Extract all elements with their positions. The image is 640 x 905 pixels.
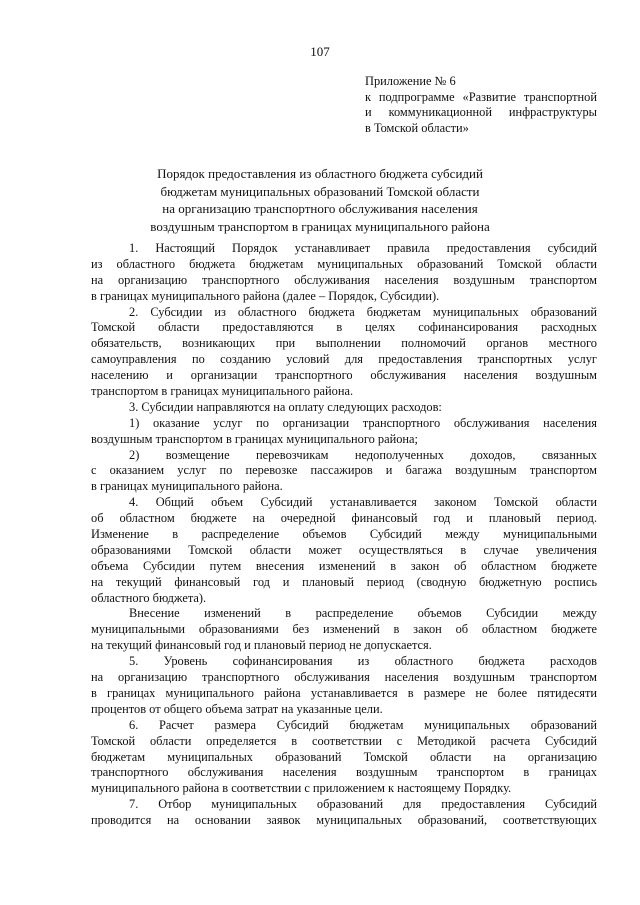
text-line: 2. Субсидии из областного бюджета бюджетам муниципальных образований	[129, 304, 597, 319]
title-line: воздушным транспортом в границах муниципального района	[150, 218, 490, 234]
title-line: бюджетам муниципальных образований Томской области	[160, 183, 480, 199]
title-line: на организацию транспортного обслуживания населения	[162, 201, 478, 216]
text-line: муниципальными образованиями без изменений в закон об областном бюджете	[91, 622, 597, 637]
text-line: 5. Уровень софинансирования из областного бюджета расходов	[129, 654, 597, 669]
title-line: Порядок предоставления из областного бюджета субсидий	[157, 166, 483, 181]
text-line: областного бюджета).	[91, 590, 207, 605]
text-line: на текущий финансовый год и плановый период (сводную бюджетную роспись	[91, 574, 597, 589]
text-line: транспортом в границах муниципального района.	[91, 384, 354, 399]
text-line: воздушным транспортом в границах муниципального района;	[91, 431, 418, 446]
text-line: в границах муниципального района (далее – Порядок, Субсидии).	[91, 288, 440, 303]
appendix-number: Приложение № 6	[365, 74, 456, 88]
text-line: населению и организации транспортного обслуживания населения воздушным	[91, 368, 597, 383]
text-line: 2) возмещение перевозчикам недополученных доходов, связанных	[129, 447, 597, 462]
appendix-reference: и коммуникационной инфраструктуры	[365, 105, 597, 120]
document-body	[91, 241, 597, 829]
text-line: из областного бюджета бюджетам муниципальных образований Томской области	[91, 256, 597, 271]
text-line: 7. Отбор муниципальных образований для предоставления Субсидий	[129, 797, 597, 812]
text-line: обязательств, возникающих при выполнении полномочий органов местного	[91, 336, 597, 351]
text-line: объема Субсидии путем внесения изменений в закон об областном бюджете	[91, 558, 597, 573]
text-line: муниципального района в соответствии с приложением к настоящему Порядку.	[91, 781, 512, 796]
text-line: проводится на основании заявок муниципальных образований, соответствующих	[91, 813, 597, 828]
text-line: Внесение изменений в распределение объемов Субсидии между	[129, 606, 597, 621]
text-line: образованиями Томской области может осуществляться в случае увеличения	[91, 542, 597, 557]
appendix-reference: к подпрограмме «Развитие транспортной	[365, 89, 597, 104]
text-line: в границах муниципального района устанавливается в размере не более пятидесяти	[91, 685, 597, 700]
text-line: 6. Расчет размера Субсидий бюджетам муниципальных образований	[129, 717, 597, 732]
text-line: транспортного обслуживания населения воздушным транспортом в границах	[91, 765, 597, 780]
appendix-header	[365, 74, 597, 136]
text-line: Изменение в распределение объемов Субсидий между муниципальными	[91, 527, 597, 542]
text-line: 1. Настоящий Порядок устанавливает правила предоставления субсидий	[129, 241, 597, 255]
appendix-reference: в Томской области»	[365, 120, 469, 135]
text-line: на организацию транспортного обслуживания населения воздушным транспортом	[91, 272, 597, 287]
document-title	[80, 165, 560, 235]
text-line: бюджетам муниципальных образований Томской области на организацию	[91, 749, 597, 764]
text-line: 1) оказание услуг по организации транспортного обслуживания населения	[129, 415, 597, 430]
text-line: 3. Субсидии направляются на оплату следующих расходов:	[129, 399, 442, 414]
text-line: процентов от общего объема затрат на указанные цели.	[91, 701, 383, 716]
text-line: с оказанием услуг по перевозке пассажиров и багажа воздушным транспортом	[91, 463, 597, 478]
text-line: на организацию транспортного обслуживания населения воздушным транспортом	[91, 670, 597, 685]
text-line: самоуправления по созданию условий для предоставления транспортных услуг	[91, 352, 597, 367]
text-line: Томской области определяется в соответствии с Методикой расчета Субсидий	[91, 733, 597, 748]
text-line: об областном бюджете на очередной финансовый год и плановый период.	[91, 511, 597, 526]
text-line: в границах муниципального района.	[91, 479, 283, 494]
text-line: на текущий финансовый год и плановый период не допускается.	[91, 638, 432, 653]
page-number: 107	[310, 44, 330, 59]
text-line: Томской области предоставляются в целях софинансирования расходных	[91, 320, 597, 335]
text-line: 4. Общий объем Субсидий устанавливается законом Томской области	[129, 495, 597, 510]
